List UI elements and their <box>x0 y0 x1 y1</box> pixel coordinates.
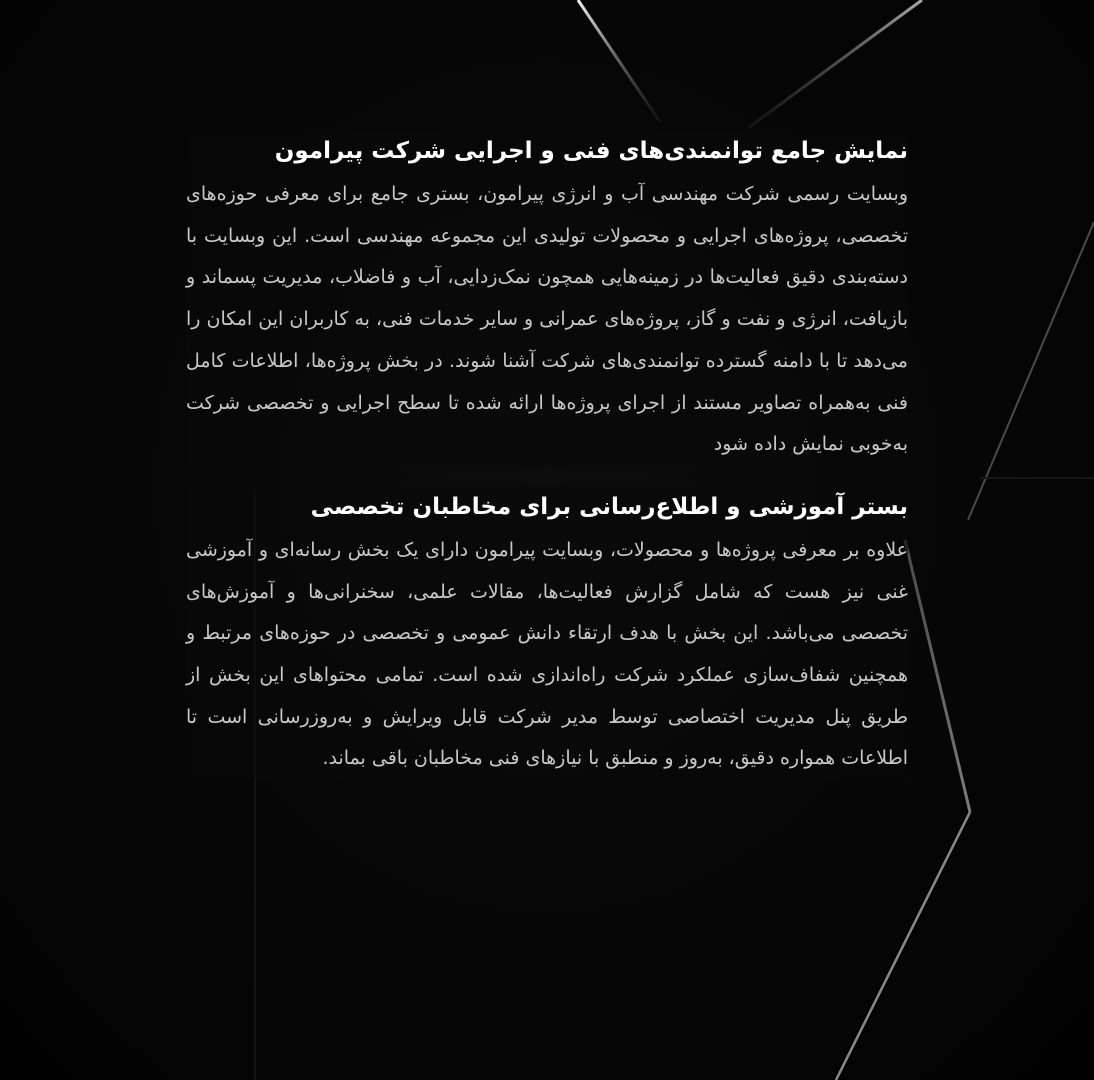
section-heading: نمایش جامع توانمندی‌های فنی و اجرایی شرکت پیرامون <box>274 138 908 164</box>
section-technical-capabilities <box>186 130 908 466</box>
section-body-text: علاوه بر معرفی پروژه‌ها و محصولات، وبسایت پیرامون دارای یک بخش رسانه‌ای و آموزشی غنی نیز هست که شامل گزارش فعالیت‌ها، مقالات علمی، سخنرانی‌ها و آموزش‌های تخصصی می‌باشد. این بخش با هدف ارتقاء دانش عمومی و تخصصی در حوزه‌های مرتبط و همچنین شفاف‌سازی عملکرد شرکت راه‌اندازی شده است. تمامی محتواهای این بخش از طریق پنل مدیریت اختصاصی توسط مدیر شرکت قابل ویرایش و به‌روزرسانی است تا اطلاعات همواره دقیق، به‌روز و منطبق با نیازهای فنی مخاطبان باقی بماند. <box>186 538 908 770</box>
section-heading: بستر آموزشی و اطلاع‌رسانی برای مخاطبان تخصصی <box>310 493 908 520</box>
section-body-text: وبسایت رسمی شرکت مهندسی آب و انرژی پیرامون، بستری جامع برای معرفی حوزه‌های تخصصی، پروژه‌های اجرایی و محصولات تولیدی این مجموعه مهندسی است. این وبسایت با دسته‌بندی دقیق فعالیت‌ها در زمینه‌هایی همچون نمک‌زدایی، آب و فاضلاب، مدیریت پسماند و بازیافت، انرژی و نفت و گاز، پروژه‌های عمرانی و سایر خدمات فنی، به کاربران این امکان را می‌دهد تا با دامنه گسترده توانمندی‌های شرکت آشنا شوند. در بخش پروژه‌ها، اطلاعات کامل فنی به‌همراه تصاویر مستند از اجرای پروژه‌ها ارائه شده تا سطح اجرایی و تخصصی شرکت به‌خوبی نمایش داده شود <box>186 183 908 456</box>
section-educational-platform <box>186 486 908 780</box>
article-content <box>186 130 908 780</box>
